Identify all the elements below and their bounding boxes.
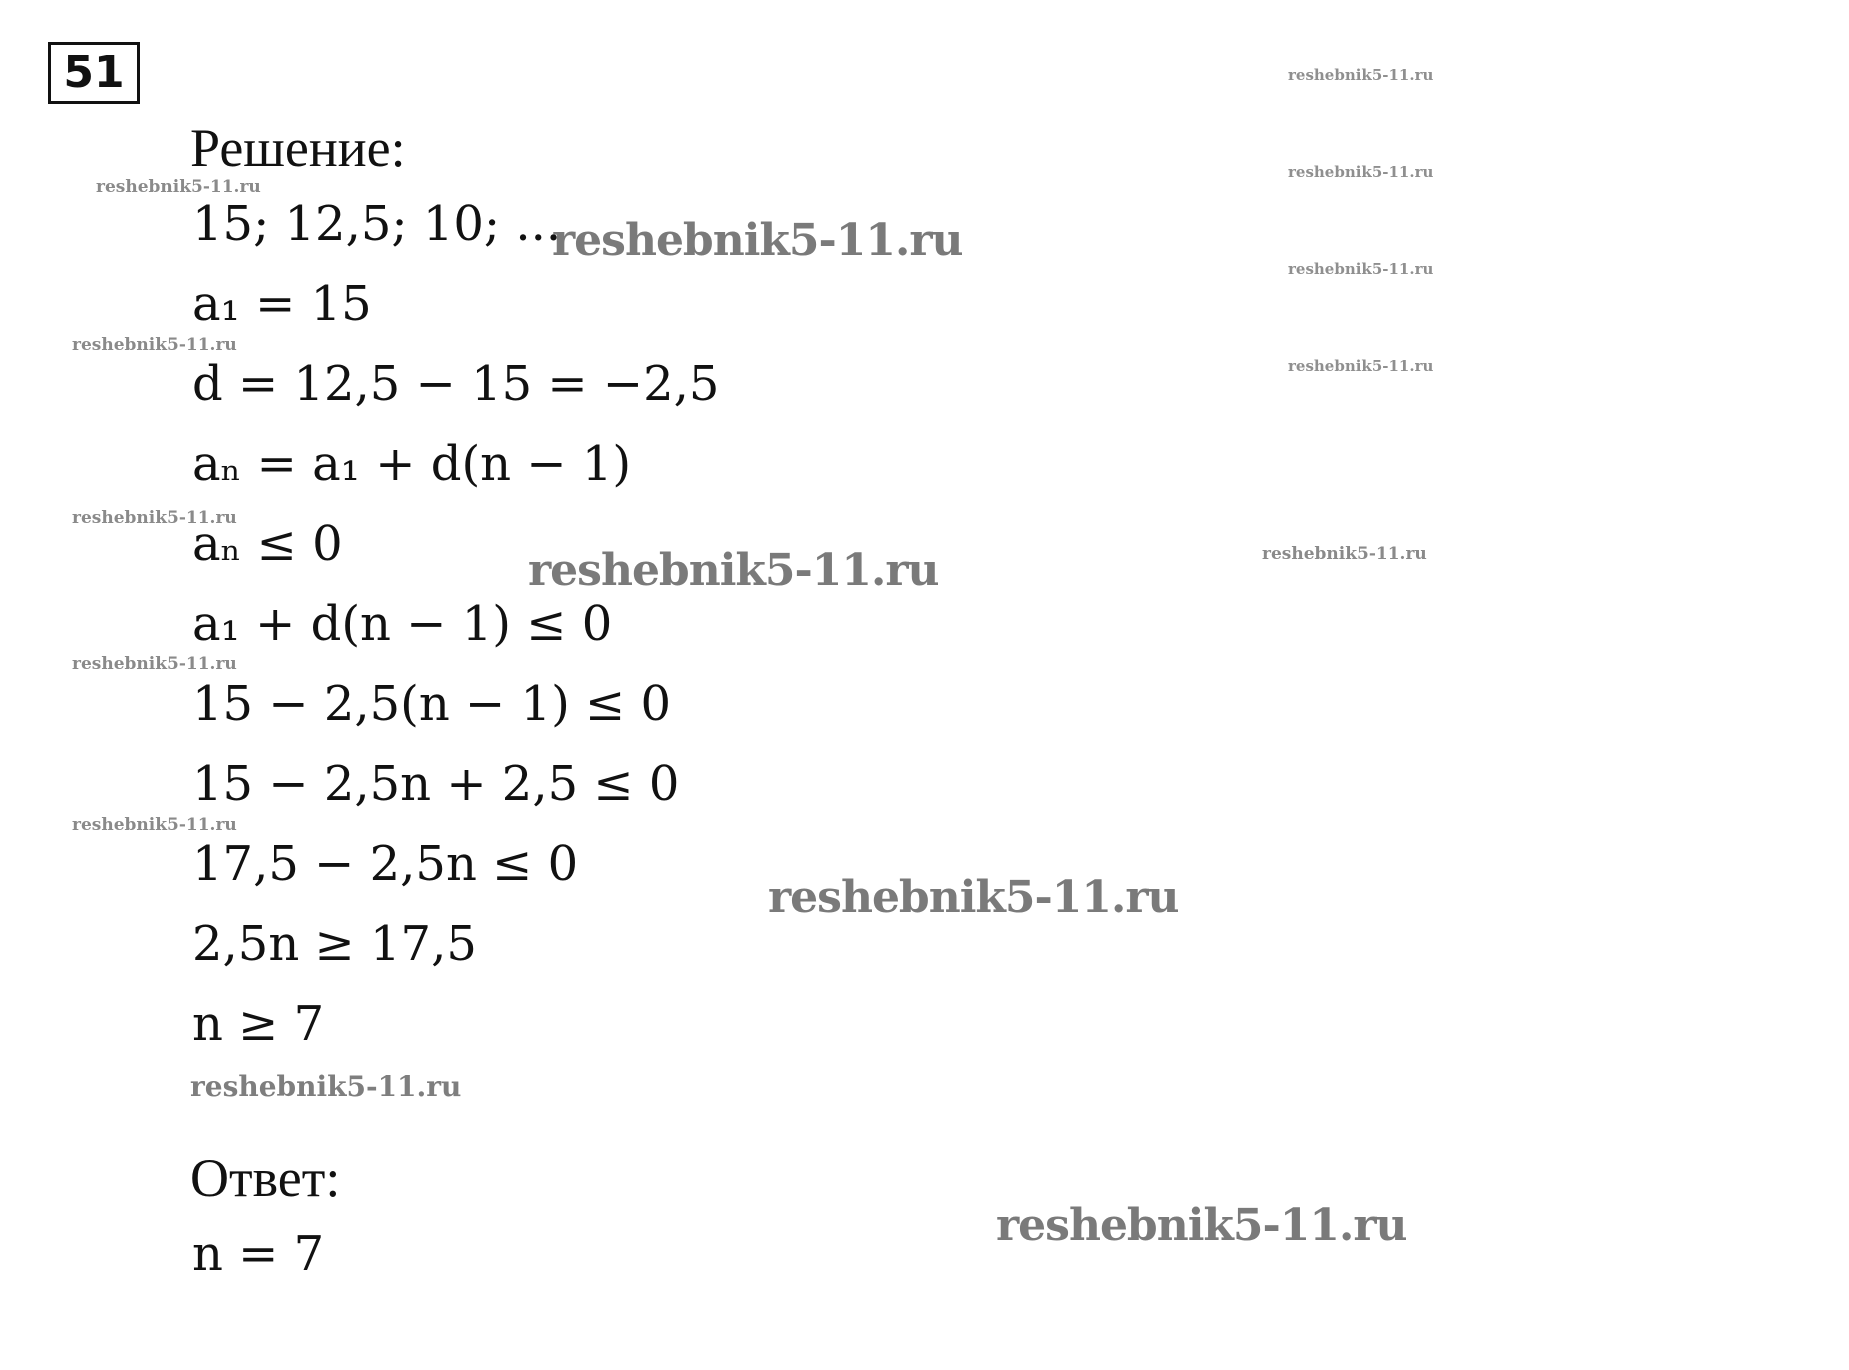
watermark: reshebnik5-11.ru — [72, 508, 237, 528]
general-term-formula: aₙ = a₁ + d(n − 1) — [192, 436, 632, 492]
difference-line: d = 12,5 − 15 = −2,5 — [192, 356, 720, 412]
watermark: reshebnik5-11.ru — [1288, 66, 1434, 84]
watermark: reshebnik5-11.ru — [72, 654, 237, 674]
watermark: reshebnik5-11.ru — [1288, 357, 1434, 375]
answer-line: n = 7 — [192, 1226, 325, 1282]
watermark: reshebnik5-11.ru — [1262, 544, 1427, 564]
numeric-inequality-line: 15 − 2,5(n − 1) ≤ 0 — [192, 676, 672, 732]
condition-line: aₙ ≤ 0 — [192, 516, 343, 572]
watermark: reshebnik5-11.ru — [768, 872, 1179, 923]
answer-heading: Ответ: — [190, 1148, 341, 1208]
watermark: reshebnik5-11.ru — [72, 335, 237, 355]
watermark: reshebnik5-11.ru — [1288, 260, 1434, 278]
watermark: reshebnik5-11.ru — [96, 177, 261, 197]
first-term-line: a₁ = 15 — [192, 276, 372, 332]
sequence-line: 15; 12,5; 10; ... — [192, 196, 562, 252]
watermark: reshebnik5-11.ru — [190, 1070, 462, 1103]
watermark: reshebnik5-11.ru — [996, 1200, 1407, 1251]
watermark: reshebnik5-11.ru — [1288, 163, 1434, 181]
watermark: reshebnik5-11.ru — [528, 545, 939, 596]
simplified-inequality-line: 17,5 − 2,5n ≤ 0 — [192, 836, 579, 892]
rearranged-inequality-line: 2,5n ≥ 17,5 — [192, 916, 477, 972]
expanded-inequality-line: 15 − 2,5n + 2,5 ≤ 0 — [192, 756, 680, 812]
watermark: reshebnik5-11.ru — [552, 215, 963, 266]
problem-number: 51 — [48, 42, 140, 104]
solution-heading: Решение: — [190, 118, 406, 178]
watermark: reshebnik5-11.ru — [72, 815, 237, 835]
substituted-condition-line: a₁ + d(n − 1) ≤ 0 — [192, 596, 613, 652]
result-inequality-line: n ≥ 7 — [192, 996, 325, 1052]
